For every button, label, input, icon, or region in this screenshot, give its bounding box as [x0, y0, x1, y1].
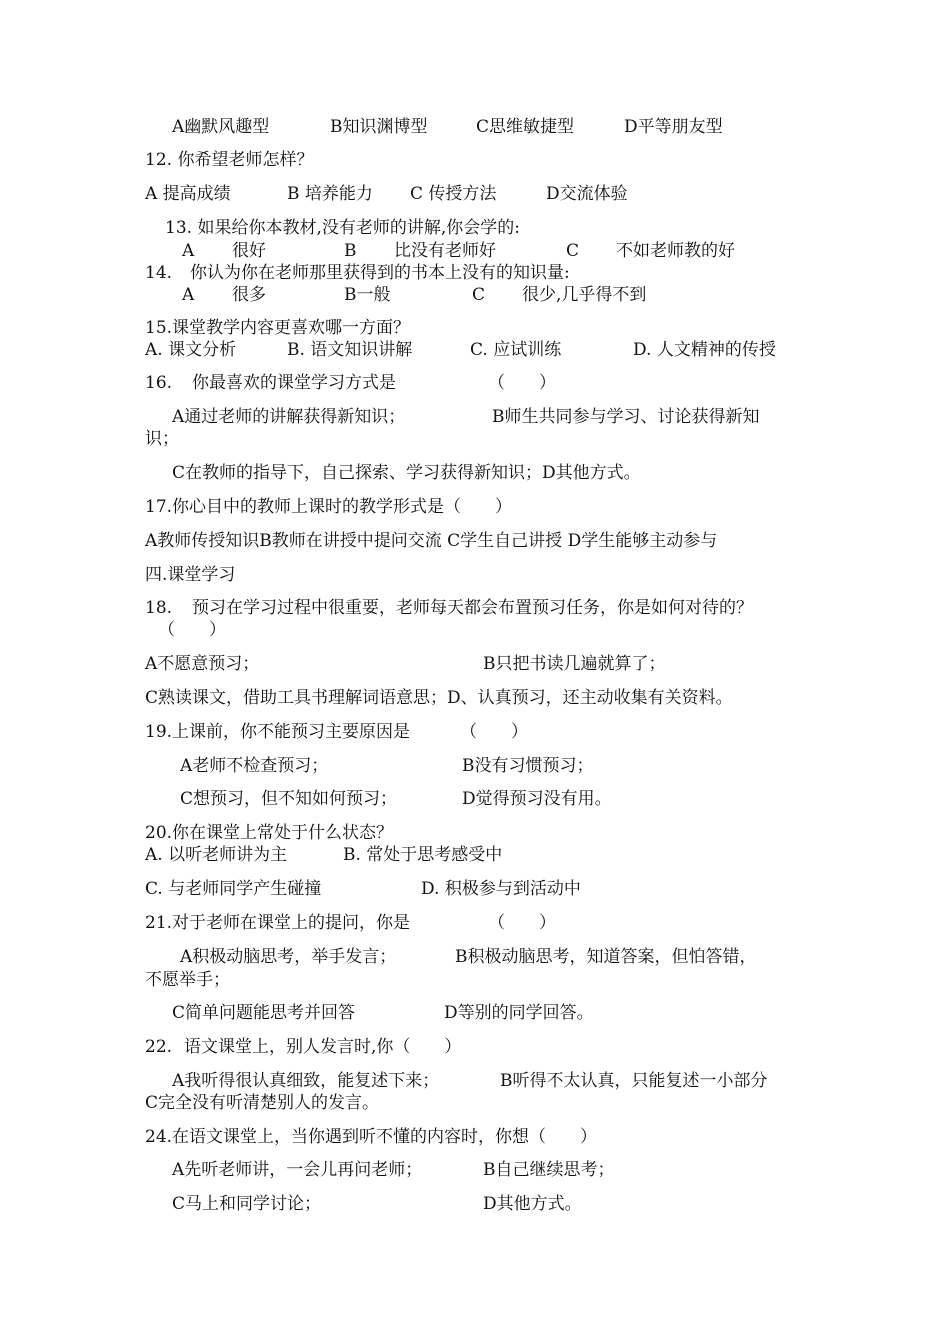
- q24-question: 24.在语文课堂上，当你遇到听不懂的内容时，你想（ ）: [145, 1127, 598, 1147]
- q15-option-c: C. 应试训练: [470, 340, 562, 360]
- q11-option-b: B知识渊博型: [330, 117, 428, 137]
- q16-option-b: B师生共同参与学习、讨论获得新知: [492, 407, 760, 427]
- q18-question: 预习在学习过程中很重要，老师每天都会布置预习任务，你是如何对待的？: [192, 598, 753, 618]
- q20-option-b: B. 常处于思考感受中: [343, 845, 503, 865]
- q21-option-a: A积极动脑思考，举手发言；: [180, 947, 397, 967]
- q19-question: 19.上课前，你不能预习主要原因是: [145, 722, 411, 742]
- section-heading: 四.课堂学习: [145, 565, 236, 585]
- q13-option-c-letter: C: [566, 241, 580, 261]
- q18-option-a: A不愿意预习；: [145, 654, 260, 674]
- q24-option-a: A先听老师讲，一会儿再问老师；: [172, 1160, 423, 1180]
- q14-option-c-text: 很少,几乎得不到: [522, 285, 647, 305]
- q13-option-b-letter: B: [344, 241, 357, 261]
- q12-option-a: A 提高成绩: [145, 184, 231, 204]
- q22-option-a: A我听得很认真细致，能复述下来；: [172, 1071, 440, 1091]
- q21-option-b-wrap: 不愿举手；: [145, 970, 230, 990]
- q11-option-a: A幽默风趣型: [172, 117, 270, 137]
- q19-option-b: B没有习惯预习；: [462, 756, 594, 776]
- q14-question: 你认为你在老师那里获得到的书本上没有的知识量:: [190, 263, 570, 283]
- q14-option-b: B一般: [344, 285, 391, 305]
- q13-option-b-text: 比没有老师好: [394, 241, 496, 261]
- q20-option-c: C. 与老师同学产生碰撞: [145, 879, 322, 899]
- q16-option-b-wrap: 识；: [145, 429, 179, 449]
- q19-answer-blank: （ ）: [460, 722, 528, 742]
- q16-option-c-d: C在教师的指导下，自己探索、学习获得新知识；D其他方式。: [172, 463, 641, 483]
- q24-option-b: B自己继续思考；: [483, 1160, 615, 1180]
- q21-option-d: D等别的同学回答。: [444, 1003, 594, 1023]
- q22-option-c: C完全没有听清楚别人的发言。: [145, 1093, 380, 1113]
- q19-option-c: C想预习，但不知如何预习；: [180, 789, 398, 809]
- q22-question: 语文课堂上，别人发言时,你（ ）: [184, 1037, 462, 1057]
- q12-option-c: C 传授方法: [410, 184, 497, 204]
- q14-option-a-letter: A: [182, 285, 195, 305]
- q20-option-a: A. 以听老师讲为主: [145, 845, 288, 865]
- q22-option-b: B听得不太认真，只能复述一小部分: [500, 1071, 768, 1091]
- q18-number: 18.: [145, 598, 173, 618]
- q16-answer-blank: （ ）: [488, 373, 556, 393]
- q11-option-c: C思维敏捷型: [476, 117, 575, 137]
- q21-option-b: B积极动脑思考，知道答案，但怕答错，: [455, 947, 757, 967]
- q17-question: 17.你心目中的教师上课时的教学形式是（ ）: [145, 497, 513, 517]
- q15-option-b: B. 语文知识讲解: [287, 340, 413, 360]
- q18-option-b: B只把书读几遍就算了；: [483, 654, 666, 674]
- q16-question: 你最喜欢的课堂学习方式是: [192, 373, 396, 393]
- q16-option-a: A通过老师的讲解获得新知识；: [172, 407, 406, 427]
- q12-question: 12. 你希望老师怎样？: [145, 150, 314, 170]
- q13-option-c-text: 不如老师教的好: [616, 241, 735, 261]
- q16-number: 16.: [145, 373, 173, 393]
- q24-option-c: C马上和同学讨论；: [172, 1194, 322, 1214]
- q11-option-d: D平等朋友型: [624, 117, 723, 137]
- q14-option-c-letter: C: [472, 285, 486, 305]
- q21-question: 21.对于老师在课堂上的提问，你是: [145, 913, 411, 933]
- q22-number: 22.: [145, 1037, 173, 1057]
- q12-option-b: B 培养能力: [287, 184, 373, 204]
- q24-option-d: D其他方式。: [483, 1194, 582, 1214]
- q17-options: A教师传授知识B教师在讲授中提问交流 C学生自己讲授 D学生能够主动参与: [145, 531, 718, 551]
- q19-option-d: D觉得预习没有用。: [462, 789, 612, 809]
- q13-option-a-text: 很好: [232, 241, 266, 261]
- q20-question: 20.你在课堂上常处于什么状态？: [145, 823, 394, 843]
- q15-option-d: D. 人文精神的传授: [633, 340, 776, 360]
- q14-option-a-text: 很多: [232, 285, 266, 305]
- q21-option-c: C简单问题能思考并回答: [172, 1003, 356, 1023]
- q13-question: 13. 如果给你本教材,没有老师的讲解,你会学的:: [165, 218, 520, 238]
- q15-question: 15.课堂教学内容更喜欢哪一方面？: [145, 318, 411, 338]
- q21-answer-blank: （ ）: [488, 913, 556, 933]
- q19-option-a: A老师不检查预习；: [180, 756, 329, 776]
- q13-option-a-letter: A: [182, 241, 195, 261]
- q18-option-c-d: C熟读课文，借助工具书理解词语意思；D、认真预习，还主动收集有关资料。: [145, 688, 733, 708]
- q18-answer-blank: （ ）: [158, 620, 226, 640]
- q15-option-a: A. 课文分析: [145, 340, 237, 360]
- q12-option-d: D交流体验: [546, 184, 628, 204]
- q14-number: 14.: [145, 263, 173, 283]
- q20-option-d: D. 积极参与到活动中: [421, 879, 581, 899]
